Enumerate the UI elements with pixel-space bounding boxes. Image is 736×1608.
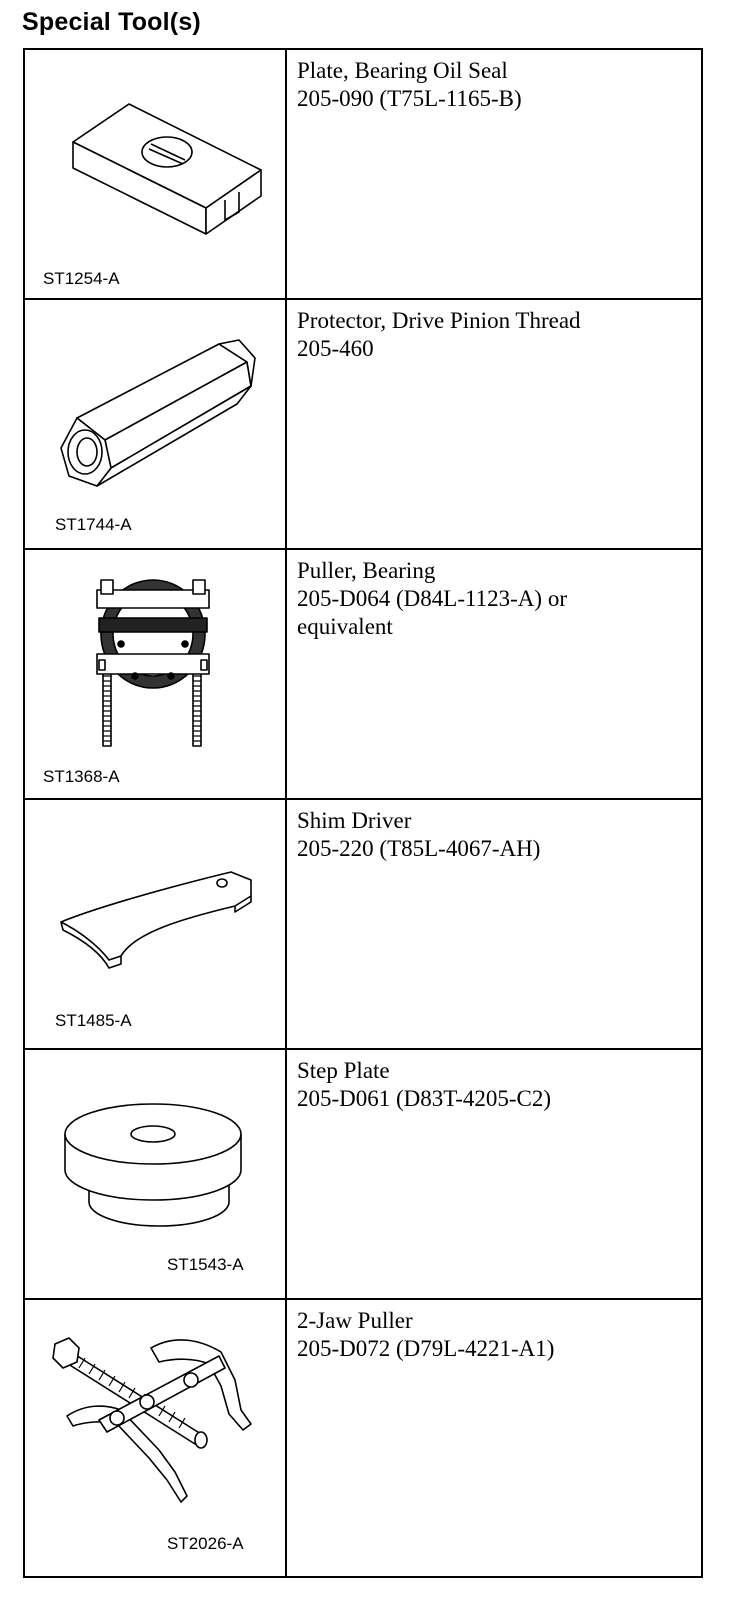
tool-part-number: 205-D064 (D84L-1123-A) or — [297, 586, 567, 611]
tool-description-cell — [286, 799, 702, 1049]
tool-image-cell — [24, 1299, 286, 1577]
tool-description-cell — [286, 299, 702, 549]
table-row — [24, 549, 702, 799]
shim-driver-icon — [25, 800, 287, 1046]
tool-image-cell — [24, 1049, 286, 1299]
tool-image-cell — [24, 799, 286, 1049]
thread-protector-icon — [25, 300, 287, 546]
figure-code: ST1368-A — [43, 767, 120, 786]
tool-name: Protector, Drive Pinion Thread — [297, 308, 581, 333]
table-row — [24, 49, 702, 299]
figure-code: ST1744-A — [55, 515, 132, 534]
tool-name: Shim Driver — [297, 808, 412, 833]
tool-part-number: 205-220 (T85L-4067-AH) — [297, 836, 541, 861]
step-plate-icon — [25, 1050, 287, 1296]
tool-name: Plate, Bearing Oil Seal — [297, 58, 508, 83]
table-row — [24, 1299, 702, 1577]
tool-description-cell — [286, 49, 702, 299]
tool-part-number: 205-D072 (D79L-4221-A1) — [297, 1336, 555, 1361]
tool-description-cell — [286, 1299, 702, 1577]
figure-code: ST1543-A — [167, 1255, 244, 1274]
bearing-puller-icon — [25, 550, 287, 796]
tool-image-cell — [24, 49, 286, 299]
tool-description-cell — [286, 549, 702, 799]
table-row — [24, 299, 702, 549]
tool-description-cell — [286, 1049, 702, 1299]
special-tools-table — [23, 48, 703, 1578]
bearing-oil-seal-plate-icon — [25, 50, 287, 296]
two-jaw-puller-icon — [25, 1300, 287, 1574]
tool-part-number: 205-090 (T75L-1165-B) — [297, 86, 522, 111]
figure-code: ST1485-A — [55, 1011, 132, 1030]
figure-code: ST1254-A — [43, 269, 120, 288]
tool-name: 2-Jaw Puller — [297, 1308, 413, 1333]
tool-image-cell — [24, 299, 286, 549]
figure-code: ST2026-A — [167, 1534, 244, 1553]
tool-image-cell — [24, 549, 286, 799]
table-row — [24, 799, 702, 1049]
tool-part-number: 205-460 — [297, 336, 374, 361]
tool-part-number: equivalent — [297, 614, 393, 639]
tool-part-number: 205-D061 (D83T-4205-C2) — [297, 1086, 552, 1111]
tool-name: Puller, Bearing — [297, 558, 436, 583]
page-title: Special Tool(s) — [22, 8, 201, 36]
tool-name: Step Plate — [297, 1058, 390, 1083]
table-row — [24, 1049, 702, 1299]
